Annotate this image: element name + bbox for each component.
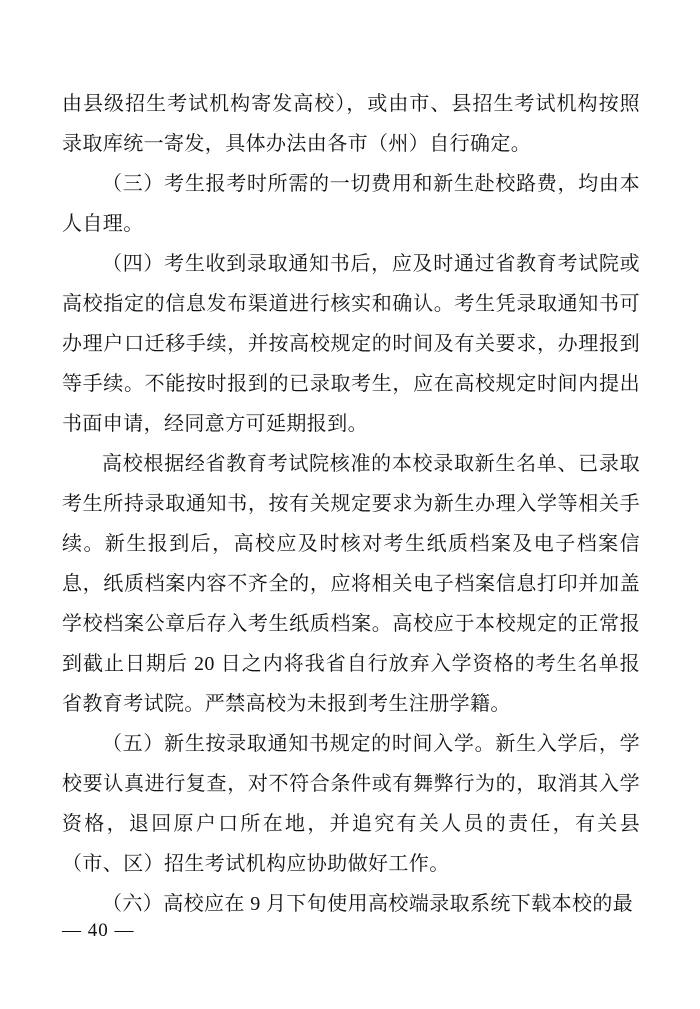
paragraph: 由县级招生考试机构寄发高校），或由市、县招生考试机构按照录取库统一寄发，具体办法由各市（州）自行确定。	[62, 93, 640, 155]
paragraph: （三）考生报考时所需的一切费用和新生赴校路费，均由本人自理。	[62, 173, 640, 235]
paragraph: （五）新生按录取通知书规定的时间入学。新生入学后，学校要认真进行复查，对不符合条件或有舞弊行为的，取消其入学资格，退回原户口所在地，并追究有关人员的责任，有关县（市、区）招生考试机构应协助做好工作。	[62, 733, 640, 875]
paragraph: （六）高校应在 9 月下旬使用高校端录取系统下载本校的最	[102, 893, 634, 915]
paragraph: （四）考生收到录取通知书后，应及时通过省教育考试院或高校指定的信息发布渠道进行核实和确认。考生凭录取通知书可办理户口迁移手续，并按高校规定的时间及有关要求，办理报到等手续。不能按时报到的已录取考生，应在高校规定时间内提出书面申请，经同意方可延期报到。	[62, 253, 640, 435]
paragraph: 高校根据经省教育考试院核准的本校录取新生名单、已录取考生所持录取通知书，按有关规定要求为新生办理入学等相关手续。新生报到后，高校应及时核对考生纸质档案及电子档案信息，纸质档案内容不齐全的，应将相关电子档案信息打印并加盖学校档案公章后存入考生纸质档案。高校应于本校规定的正常报到截止日期后 20 日之内将我省自行放弃入学资格的考生名单报省教育考试院。严禁高校为未报到考生注册学籍。	[62, 453, 640, 715]
document-body	[62, 84, 640, 924]
page-number: — 40 —	[62, 920, 135, 941]
